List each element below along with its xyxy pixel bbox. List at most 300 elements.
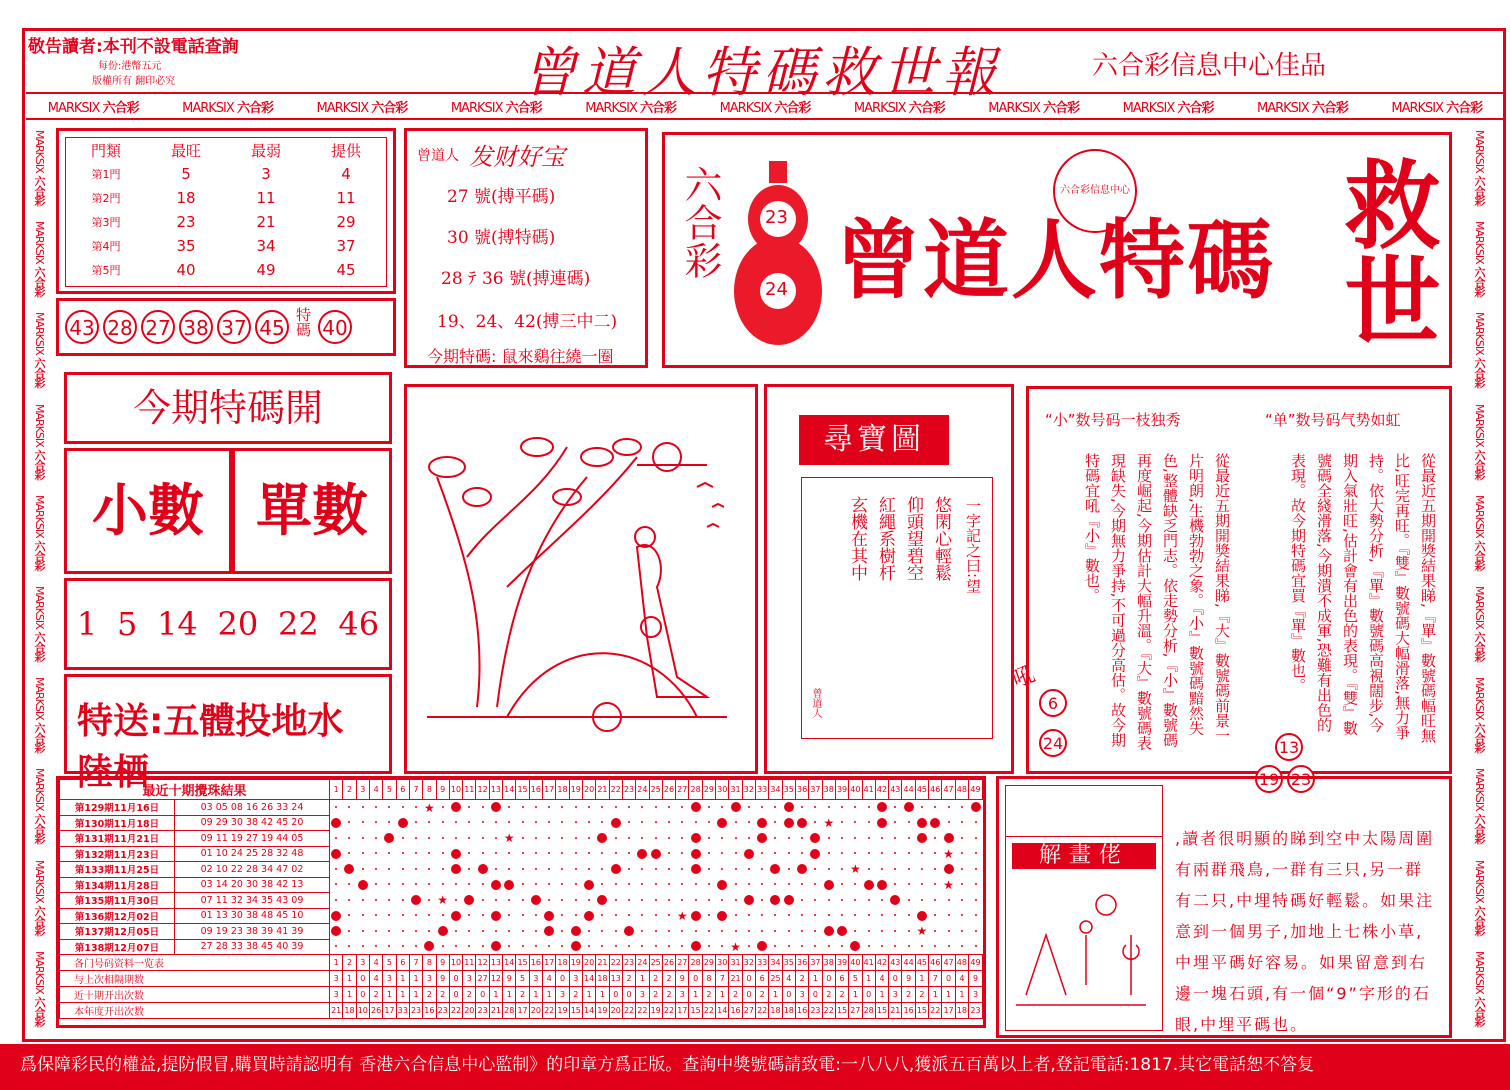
stat-cell: 0 [742,971,755,987]
empty-dot [561,806,563,808]
grid-cell [343,831,356,847]
grid-cell [489,831,502,847]
col-header: 提供 [330,141,361,160]
hit-dot [624,926,634,936]
jiushi-label: 救世 [1329,155,1442,347]
hit-dot [544,926,554,936]
empty-dot [548,883,550,885]
grid-cell [436,939,449,955]
poem-line: 紅繩系樹杆 [875,496,895,581]
empty-dot [628,883,630,885]
poem-line: 悠閑心輕鬆 [931,496,951,581]
stat-cell: 3 [463,971,476,987]
hit-dot [744,849,754,859]
stat-row [60,971,983,987]
grid-cell [569,939,582,955]
grid-cell [449,877,462,893]
grid-cell [409,893,422,909]
empty-dot [428,837,430,839]
stat-cell: 2 [369,987,382,1003]
grid-cell [396,893,409,909]
grid-cell [516,831,529,847]
marksix-en: MARKSIX [1473,312,1486,356]
empty-dot [708,945,710,947]
marksix-zh: 六合彩 [774,100,811,116]
empty-dot [814,914,816,916]
grid-cell [556,846,569,862]
grid-cell [875,831,888,847]
marksix-label [31,677,47,752]
marksix-label [854,97,945,116]
empty-dot [908,868,910,870]
grid-cell [449,862,462,878]
grid-cell [369,893,382,909]
stat-cell: 1 [942,987,955,1003]
ball: 6 [1039,689,1067,717]
grid-cell [795,800,808,816]
grid-cell [835,846,848,862]
draw-label: 第135期11月30日 [60,893,175,909]
grid-cell [849,877,862,893]
grid-cell [649,800,662,816]
stat-label: 与上次相隔期数 [60,971,330,987]
stat-cell: 0 [556,971,569,987]
empty-dot [894,930,896,932]
grid-cell [343,862,356,878]
grid-cell [529,815,542,831]
result-row [60,846,983,862]
empty-dot [655,806,657,808]
gourd-bottom-number: 24 [765,279,788,300]
grid-cell [769,924,782,940]
door-row [66,186,386,210]
grid-cell [543,939,556,955]
hit-dot [944,833,954,843]
drawing-text: ,讀者很明顯的睇到空中太陽周圍有兩群飛鳥,一群有三只,另一群有二只,中埋特碼好輕鬆。如果注意到一個男子,加地上七株小草,中埋平碼好容易。如果留意到右邊一塊石頭,有一個“9”字形的石眼,中埋平碼也。 [1175,829,1435,1034]
marksix-zh: 六合彩 [1473,631,1486,662]
marksix-label [182,97,273,116]
stat-cell: 27 [676,955,689,971]
marksix-zh: 六合彩 [371,100,408,116]
number-header: 42 [875,780,888,800]
marksix-label [31,221,47,296]
empty-dot [362,821,364,823]
grid-cell [902,831,915,847]
grid-cell [330,862,343,878]
draw-label: 第132期11月23日 [60,846,175,862]
empty-dot [628,945,630,947]
empty-dot [482,806,484,808]
empty-dot [708,930,710,932]
grid-cell [356,846,369,862]
number-header: 29 [702,780,715,800]
empty-dot [975,837,977,839]
stat-cell: 38 [822,955,835,971]
empty-dot [668,914,670,916]
marksix-en: MARKSIX [1473,221,1486,264]
empty-dot [908,821,910,823]
empty-dot [375,868,377,870]
empty-dot [428,899,430,901]
door-cell-max: 23 [176,213,196,231]
stat-cell: 22 [702,1003,715,1019]
grid-cell [742,924,755,940]
grid-cell [969,862,983,878]
grid-cell [742,908,755,924]
grid-cell [543,846,556,862]
hit-dot [691,833,701,843]
empty-dot [615,899,617,901]
grid-cell [396,831,409,847]
star-mark: ★ [423,800,435,815]
stat-cell: 26 [369,1003,382,1019]
grid-cell [716,939,729,955]
marksix-zh: 六合彩 [1473,357,1486,388]
empty-dot [681,945,683,947]
star-mark: ★ [916,924,928,939]
empty-dot [894,945,896,947]
grid-cell [769,862,782,878]
grid-cell [330,893,343,909]
grid-cell [409,877,422,893]
empty-dot [894,883,896,885]
grid-cell [343,939,356,955]
grid-cell [582,846,595,862]
empty-dot [442,868,444,870]
stat-cell: 3 [889,987,902,1003]
notice-price: 每份:港幣五元 [98,61,162,72]
grid-cell [875,800,888,816]
hit-dot [717,818,727,828]
grid-cell [782,800,795,816]
empty-dot [335,868,337,870]
stat-cell: 7 [409,955,422,971]
empty-dot [535,914,537,916]
empty-dot [975,883,977,885]
grid-cell [822,908,835,924]
col-header: 最弱 [250,141,281,160]
grid-cell [649,893,662,909]
empty-dot [575,806,577,808]
grid-cell [569,924,582,940]
empty-dot [788,914,790,916]
hit-dot [971,802,981,812]
grid-cell [702,831,715,847]
empty-dot [975,930,977,932]
empty-dot [721,837,723,839]
grid-cell [809,924,822,940]
drawing-box [1005,785,1163,1031]
number-header: 8 [423,780,436,800]
hit-dot [864,880,874,890]
door-cell-label: 第1門 [91,168,121,181]
grid-cell [609,846,622,862]
hit-dot [784,818,794,828]
grid-cell [915,862,928,878]
empty-dot [561,883,563,885]
empty-dot [828,837,830,839]
stat-cell: 18 [955,1003,968,1019]
empty-dot [362,868,364,870]
empty-dot [961,852,963,854]
stat-cell: 9 [969,971,983,987]
empty-dot [641,883,643,885]
stat-cell: 2 [729,987,742,1003]
grid-cell [795,939,808,955]
empty-dot [442,945,444,947]
grid-cell [742,815,755,831]
grid-cell [503,862,516,878]
draw-label: 第138期12月07日 [60,939,175,955]
empty-dot [761,914,763,916]
empty-dot [575,899,577,901]
grid-cell [969,846,983,862]
marksix-label [1471,951,1487,1026]
grid-cell [929,893,942,909]
grid-cell [489,908,502,924]
grid-cell [889,815,902,831]
marksix-en: MARKSIX [1122,100,1175,116]
empty-dot [628,837,630,839]
grid-cell [676,893,689,909]
empty-dot [708,883,710,885]
empty-dot [575,914,577,916]
marksix-label [1471,768,1487,843]
grid-cell [649,939,662,955]
marksix-zh: 六合彩 [33,357,46,388]
grid-cell [716,908,729,924]
stat-cell: 18 [596,971,609,987]
grid-cell [423,862,436,878]
empty-dot [415,837,417,839]
grid-cell [463,815,476,831]
marksix-zh: 六合彩 [33,266,46,297]
grid-cell [596,862,609,878]
number-header: 4 [369,780,382,800]
empty-dot [934,899,936,901]
empty-dot [468,914,470,916]
hit-dot [384,833,394,843]
number-header: 46 [929,780,942,800]
grid-cell [582,831,595,847]
marksix-label [988,97,1079,116]
grid-cell [463,800,476,816]
stat-cell: 10 [356,1003,369,1019]
grid-cell [756,924,769,940]
grid-cell [516,893,529,909]
hit-dot [637,849,647,859]
grid-cell [463,831,476,847]
marksix-zh: 六合彩 [236,100,273,116]
special-gift: 特送:五體投地水陸栖 [77,701,344,793]
grid-cell [849,862,862,878]
empty-dot [814,821,816,823]
empty-dot [522,883,524,885]
grid-cell [436,846,449,862]
result-row [60,939,983,955]
empty-dot [921,945,923,947]
star-mark: ★ [823,815,835,830]
grid-cell [955,831,968,847]
grid-cell [383,846,396,862]
stat-cell: 28 [689,955,702,971]
stat-cell: 15 [875,1003,888,1019]
grid-cell [862,815,875,831]
marksix-zh: 六合彩 [1473,813,1486,844]
grid-cell [689,893,702,909]
empty-dot [588,868,590,870]
empty-dot [841,914,843,916]
grid-cell [849,939,862,955]
grid-cell [596,877,609,893]
empty-dot [774,930,776,932]
grid-cell [476,924,489,940]
grid-cell [889,800,902,816]
empty-dot [934,930,936,932]
grid-cell [529,939,542,955]
drawing-title: 解畫佬 [1012,843,1156,869]
draw-label: 第133期11月25日 [60,862,175,878]
empty-dot [615,837,617,839]
open-right-panel [232,448,392,574]
grid-cell [915,846,928,862]
number-header: 9 [436,780,449,800]
empty-dot [442,806,444,808]
empty-dot [561,837,563,839]
stat-cell: 15 [516,955,529,971]
marksix-zh: 六合彩 [1177,100,1214,116]
door-row [66,258,386,282]
grid-cell [369,800,382,816]
grid-cell [835,877,848,893]
grid-cell [702,908,715,924]
stat-cell: 0 [689,971,702,987]
col-header: 門類 [90,141,121,160]
empty-dot [508,852,510,854]
empty-dot [628,899,630,901]
grid-cell [396,846,409,862]
empty-dot [681,868,683,870]
hit-dot [344,864,354,874]
empty-dot [375,837,377,839]
grid-cell [875,815,888,831]
number-header: 3 [356,780,369,800]
empty-dot [548,806,550,808]
stat-cell: 6 [396,955,409,971]
grid-cell [529,924,542,940]
grid-cell [769,893,782,909]
empty-dot [788,930,790,932]
empty-dot [668,837,670,839]
draw-numbers: 02 10 22 28 34 47 02 [175,862,330,878]
grid-cell [449,831,462,847]
empty-dot [854,899,856,901]
grid-cell [702,846,715,862]
stat-cell: 22 [929,1003,942,1019]
stat-cell: 11 [463,955,476,971]
grid-cell [889,831,902,847]
stat-cell: 3 [330,971,343,987]
grid-cell [369,924,382,940]
grid-cell [835,908,848,924]
grid-cell [809,815,822,831]
grid-cell [463,893,476,909]
grid-cell [689,924,702,940]
ball: 27 [141,310,175,344]
grid-cell [729,862,742,878]
marksix-en: MARKSIX [182,100,234,116]
empty-dot [601,930,603,932]
grid-cell [756,800,769,816]
empty-dot [535,930,537,932]
marksix-label [31,495,47,570]
number-header: 25 [649,780,662,800]
hit-dot [917,911,927,921]
empty-dot [881,930,883,932]
stat-cell: 21 [596,955,609,971]
empty-dot [668,821,670,823]
marksix-zh: 六合彩 [1473,995,1486,1026]
empty-dot [894,806,896,808]
marksix-en: MARKSIX [1473,403,1486,447]
tip-line: 30 號(搏特碼) [447,228,556,248]
stat-cell: 15 [569,1003,582,1019]
empty-dot [735,868,737,870]
grid-cell [676,908,689,924]
empty-dot [402,914,404,916]
empty-dot [641,821,643,823]
grid-cell [716,924,729,940]
grid-cell [902,908,915,924]
number-header: 43 [889,780,902,800]
grid-cell [795,815,808,831]
hit-dot [917,833,927,843]
empty-dot [975,821,977,823]
grid-cell [436,908,449,924]
grid-cell [423,846,436,862]
hit-dot [504,880,514,890]
grid-cell [556,815,569,831]
hit-dot [797,864,807,874]
grid-cell [875,877,888,893]
empty-dot [735,821,737,823]
hit-dot [424,941,434,951]
empty-dot [641,899,643,901]
empty-dot [908,945,910,947]
grid-cell [383,831,396,847]
empty-dot [655,914,657,916]
empty-dot [975,868,977,870]
grid-cell [676,831,689,847]
empty-dot [388,945,390,947]
grid-cell [569,831,582,847]
empty-dot [482,945,484,947]
empty-dot [468,883,470,885]
empty-dot [788,945,790,947]
grid-cell [463,877,476,893]
empty-dot [721,852,723,854]
grid-cell [862,908,875,924]
grid-cell [476,939,489,955]
empty-dot [814,806,816,808]
stat-cell: 1 [769,987,782,1003]
grid-cell [689,846,702,862]
door-cell-min: 21 [256,213,276,231]
hit-dot [478,864,488,874]
marksix-en: MARKSIX [33,677,46,720]
grid-cell [795,846,808,862]
open-title-panel [64,372,392,444]
